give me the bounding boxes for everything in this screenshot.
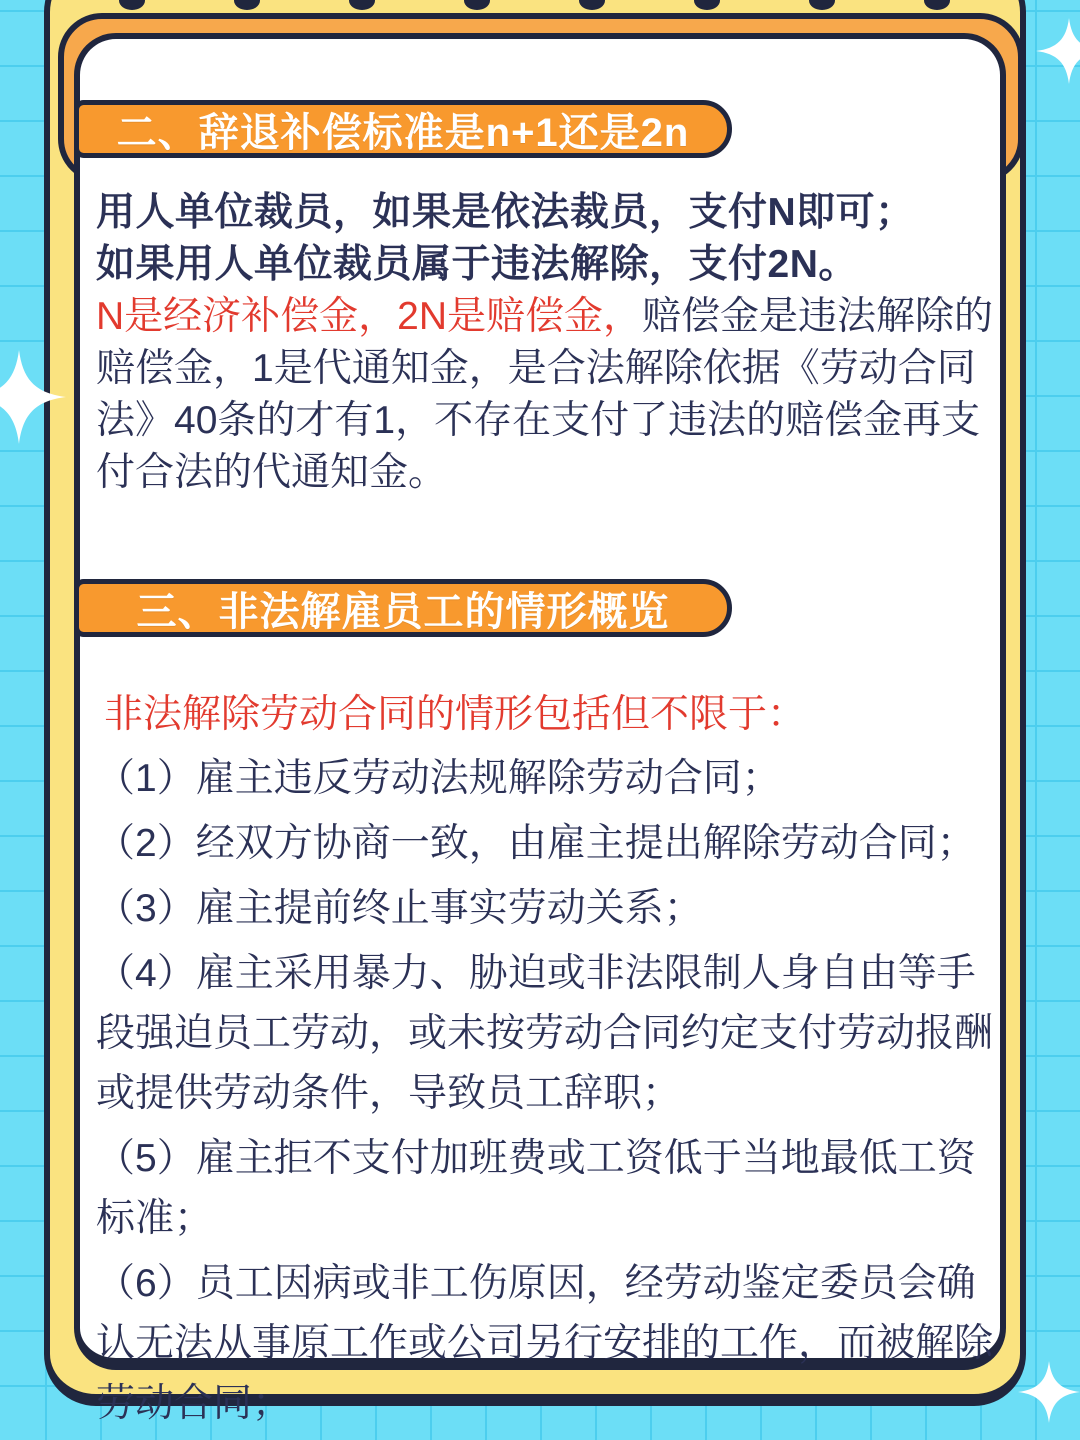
- explanation-body-text: 赔偿金是违法解除的赔偿金，1是代通知金，是合法解除依据《劳动合同法》40条的才有1，不存在支付了违法的赔偿金再支付合法的代通知金。: [96, 295, 994, 494]
- list-item-1: （1）雇主违反劳动法规解除劳动合同；: [96, 757, 781, 800]
- sparkle-icon: [1018, 1348, 1080, 1436]
- section-3-heading-pill: [74, 579, 732, 637]
- list-item-6: （6）员工因病或非工伤原因，经劳动鉴定委员会确认无法从事原工作或公司另行安排的工作，而被解除劳动合同；: [96, 1262, 994, 1425]
- explanation-text: [96, 291, 996, 499]
- list-item-3: （3）雇主提前终止事实劳动关系；: [96, 887, 703, 930]
- section-2-paragraph: [96, 187, 996, 499]
- bold-statement-line-2: 如果用人单位裁员属于违法解除，支付2N。: [96, 243, 858, 286]
- section-2-heading: 二、辞退补偿标准是n+1还是2n: [116, 110, 690, 155]
- list-item-2: （2）经双方协商一致，由雇主提出解除劳动合同；: [96, 822, 976, 865]
- list-intro-red-text: 非法解除劳动合同的情形包括但不限于：: [104, 693, 807, 736]
- list-item-5: （5）雇主拒不支付加班费或工资低于当地最低工资标准；: [96, 1137, 976, 1240]
- section-3-heading: 三、非法解雇员工的情形概览: [136, 589, 670, 634]
- content-panel: [74, 33, 1006, 1425]
- bold-statement-line-1: 用人单位裁员，如果是依法裁员，支付N即可；: [96, 191, 915, 234]
- sparkle-icon: [1034, 18, 1080, 84]
- section-2-heading-pill: [74, 100, 732, 158]
- highlighted-red-text: N是经济补偿金，2N是赔偿金，: [96, 295, 643, 338]
- list-item-4: （4）雇主采用暴力、胁迫或非法限制人身自由等手段强迫员工劳动，或未按劳动合同约定支付劳动报酬或提供劳动条件，导致员工辞职；: [96, 952, 994, 1115]
- section-3-list: [96, 685, 1002, 1439]
